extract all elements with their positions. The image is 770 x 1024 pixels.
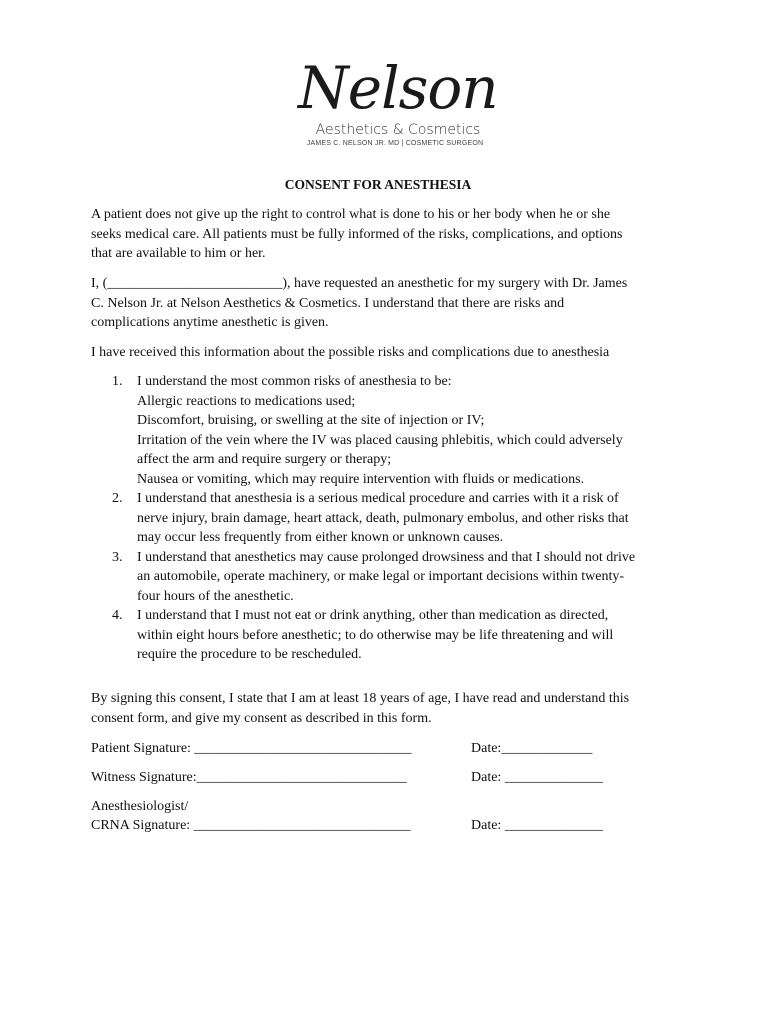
logo-script: Nelson [298, 54, 498, 122]
logo-subtitle: Aesthetics & Cosmetics [315, 122, 481, 138]
list-line: nerve injury, brain damage, heart attack, death, pulmonary embolus, and other risks that [137, 510, 629, 526]
paragraph-line: consent form, and give my consent as described in this form. [91, 710, 432, 726]
logo-tagline: JAMES C. NELSON JR. MD | COSMETIC SURGEON [306, 140, 484, 147]
anesthesiologist-label: Anesthesiologist/ [91, 799, 189, 814]
patient-signature-field[interactable]: Patient Signature: _______________________________ [91, 741, 412, 756]
risk-list [91, 372, 691, 665]
signing-paragraph [91, 689, 691, 728]
list-line: four hours of the anesthetic. [137, 588, 294, 604]
witness-signature-field[interactable]: Witness Signature:______________________________ [91, 770, 407, 785]
paragraph-line: complications anytime anesthetic is given. [91, 315, 329, 330]
list-line: I understand that anesthesia is a serious medical procedure and carries with it a risk of [137, 491, 619, 506]
paragraph-line: C. Nelson Jr. at Nelson Aesthetics & Cosmetics. I understand that there are risks and [91, 295, 565, 311]
list-line: within eight hours before anesthetic; to do otherwise may be life threatening and will [137, 627, 614, 643]
crna-date-field[interactable]: Date: ______________ [471, 818, 603, 833]
paragraph-line: I, (_________________________), have requested an anesthetic for my surgery with Dr. James [91, 276, 628, 291]
nelson-logo [292, 52, 498, 152]
list-line: I understand that I must not eat or drink anything, other than medication as directed, [137, 608, 609, 623]
list-item [91, 489, 691, 548]
list-line: I understand that anesthetics may cause prolonged drowsiness and that I should not drive [137, 549, 636, 565]
witness-date-field[interactable]: Date: ______________ [471, 770, 603, 785]
intro-paragraph [91, 205, 691, 264]
crna-signature-field[interactable]: CRNA Signature: _______________________________ [91, 818, 411, 833]
paragraph-line: seeks medical care. All patients must be fully informed of the risks, complications, and options [91, 226, 623, 242]
list-line: I understand the most common risks of anesthesia to be: [137, 374, 452, 389]
list-line: may occur less frequently from either known or unknown causes. [137, 530, 504, 545]
list-number: 1. [112, 374, 123, 389]
list-line: Nausea or vomiting, which may require intervention with fluids or medications. [137, 471, 585, 487]
list-line: Allergic reactions to medications used; [137, 393, 356, 409]
list-line: affect the arm and require surgery or therapy; [137, 452, 392, 467]
list-item [91, 372, 691, 489]
paragraph-line: A patient does not give up the right to control what is done to his or her body when he or she [91, 207, 611, 222]
list-item [91, 606, 691, 665]
list-number: 4. [112, 608, 123, 623]
list-line: Discomfort, bruising, or swelling at the site of injection or IV; [137, 413, 485, 428]
list-line: Irritation of the vein where the IV was placed causing phlebitis, which could adversely [137, 432, 623, 448]
paragraph-line: By signing this consent, I state that I am at least 18 years of age, I have read and understand this [91, 691, 630, 706]
paragraph-line: that are available to him or her. [91, 246, 266, 261]
document-title: CONSENT FOR ANESTHESIA [284, 177, 472, 192]
request-paragraph [91, 274, 691, 333]
list-item [91, 548, 691, 607]
list-number: 2. [112, 491, 123, 506]
list-line: require the procedure to be rescheduled. [137, 647, 362, 662]
info-paragraph: I have received this information about the possible risks and complications due to anesthesia [91, 345, 610, 360]
list-number: 3. [112, 549, 123, 565]
patient-date-field[interactable]: Date:_____________ [471, 741, 593, 756]
list-line: an automobile, operate machinery, or make legal or important decisions within twenty- [137, 569, 624, 584]
